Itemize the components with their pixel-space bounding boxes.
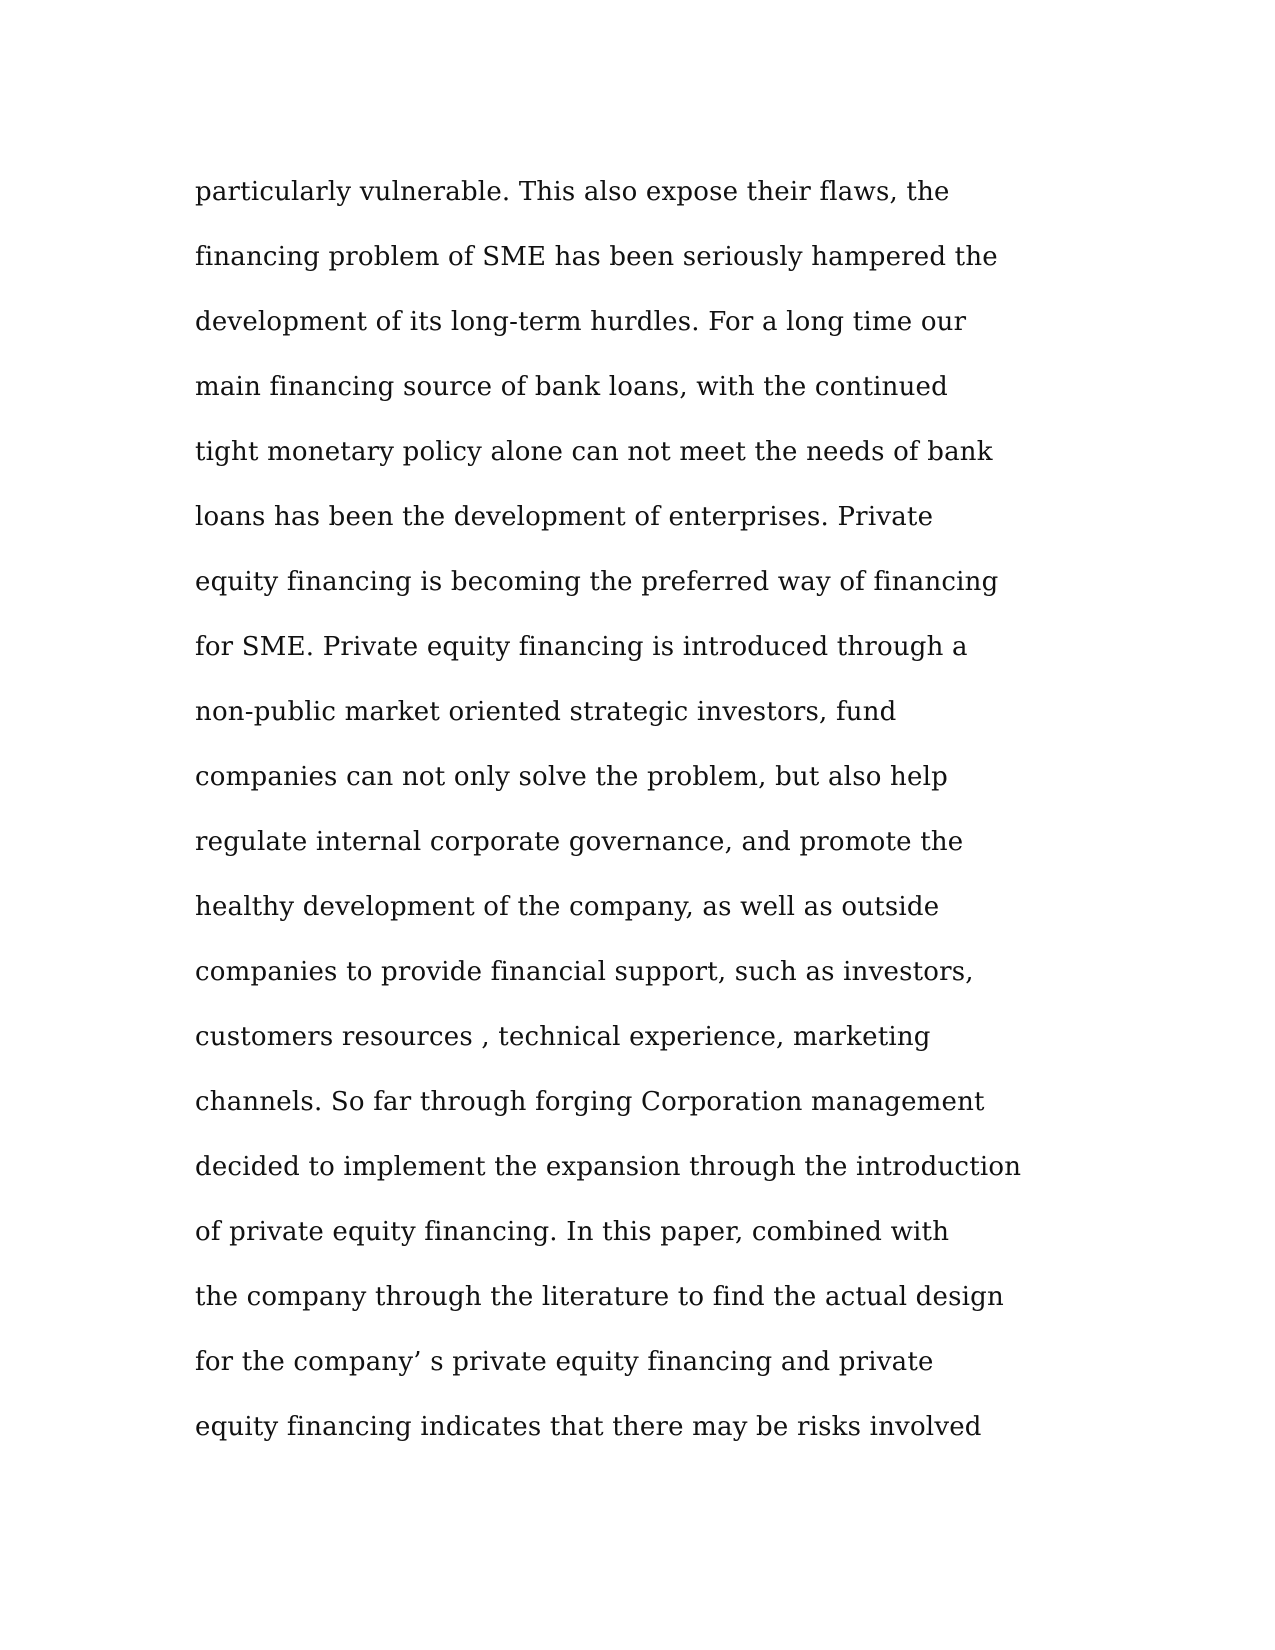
text-line: channels. So far through forging Corporation management (195, 1087, 985, 1117)
text-line: development of its long-term hurdles. For a long time our (195, 307, 967, 337)
text-line: companies to provide financial support, such as investors, (195, 957, 974, 987)
text-line: equity financing is becoming the preferred way of financing (195, 567, 999, 597)
text-line: non-public market oriented strategic investors, fund (195, 697, 897, 727)
text-line: for the company’ s private equity financing and private (195, 1347, 934, 1377)
text-line: customers resources , technical experience, marketing (195, 1022, 931, 1052)
text-line: main financing source of bank loans, with the continued (195, 372, 948, 402)
text-line: financing problem of SME has been seriously hampered the (195, 242, 998, 272)
text-line: for SME. Private equity financing is introduced through a (195, 632, 968, 662)
text-line: of private equity financing. In this paper, combined with (195, 1217, 950, 1247)
text-line: the company through the literature to find the actual design (195, 1282, 1004, 1312)
text-line: particularly vulnerable. This also expose their flaws, the (195, 177, 950, 207)
body-paragraph (195, 160, 1095, 1460)
text-line: tight monetary policy alone can not meet the needs of bank (195, 437, 993, 467)
text-line: loans has been the development of enterprises. Private (195, 502, 934, 532)
text-line: companies can not only solve the problem, but also help (195, 762, 948, 792)
text-line: healthy development of the company, as well as outside (195, 892, 940, 922)
text-line: regulate internal corporate governance, and promote the (195, 827, 964, 857)
text-line: decided to implement the expansion through the introduction (195, 1152, 1022, 1182)
text-line: equity financing indicates that there may be risks involved (195, 1412, 982, 1442)
